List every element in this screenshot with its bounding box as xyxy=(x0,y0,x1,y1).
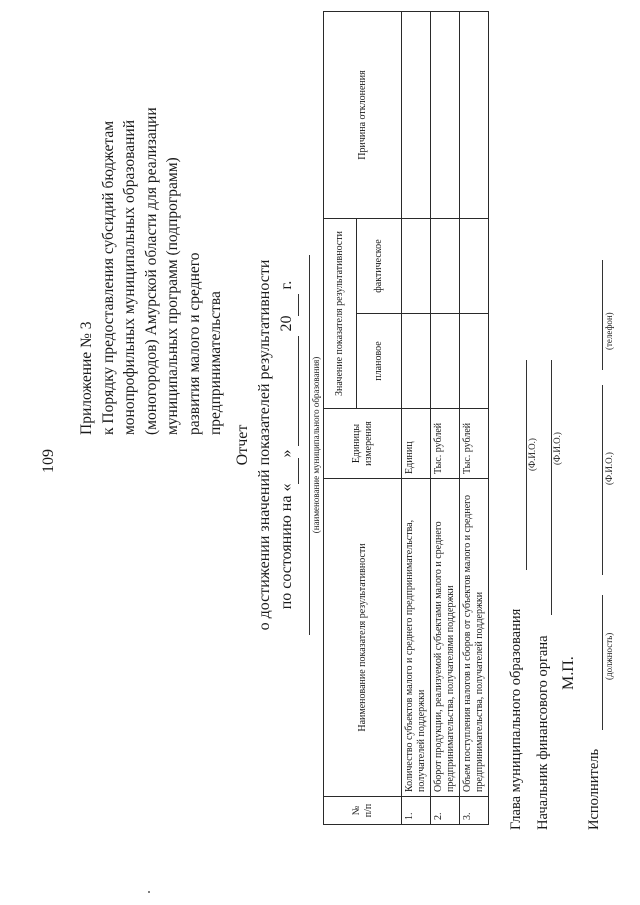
row-reason xyxy=(460,11,489,218)
table-header-row xyxy=(324,11,357,824)
col-value-group-header: Значение показателя результативности xyxy=(324,218,357,408)
report-title-block xyxy=(232,225,322,665)
row-reason xyxy=(431,11,460,218)
finance-signature-line xyxy=(551,360,552,615)
phone-caption: (телефон) xyxy=(604,312,614,350)
appendix-line: Приложение № 3 xyxy=(78,321,95,435)
row-reason xyxy=(402,11,431,218)
col-num-header: № п/п xyxy=(324,797,402,825)
report-title: Отчет xyxy=(234,424,251,466)
row-unit: Единиц xyxy=(402,409,431,479)
report-subtitle: о достижении значений показателей результативности xyxy=(256,259,273,631)
municipality-caption: (наименование муниципального образования) xyxy=(311,356,321,534)
results-table xyxy=(323,11,489,825)
col-planned-header: плановое xyxy=(357,314,402,409)
row-name: Количество субъектов малого и среднего предпринимательства, получателей поддержки xyxy=(402,479,431,797)
finance-signature-label: Начальник финансового органа xyxy=(535,635,551,830)
as-of-suffix: г. xyxy=(278,280,295,290)
row-actual xyxy=(431,218,460,313)
table-row xyxy=(431,11,460,824)
row-num: 2. xyxy=(431,797,460,825)
col-actual-header: фактическое xyxy=(357,218,402,313)
row-planned xyxy=(402,314,431,409)
table-row xyxy=(402,11,431,824)
page-number: 109 xyxy=(40,449,57,473)
executor-position-line xyxy=(602,595,603,730)
as-of-prefix: по состоянию на « xyxy=(278,483,295,610)
col-reason-header: Причина отклонения xyxy=(324,11,402,218)
row-unit: Тыс. рублей xyxy=(431,409,460,479)
report-as-of xyxy=(276,225,299,665)
executor-fio-caption: (Ф.И.О.) xyxy=(604,452,614,485)
row-planned xyxy=(431,314,460,409)
executor-label: Исполнитель xyxy=(586,748,602,830)
row-planned xyxy=(460,314,489,409)
appendix-line: муниципальных программ (подпрограмм) xyxy=(164,157,181,435)
day-blank xyxy=(276,458,299,484)
finance-fio-caption: (Ф.И.О.) xyxy=(552,432,562,465)
appendix-line: к Порядку предоставления субсидий бюджетам xyxy=(99,120,117,435)
executor-fio-line xyxy=(602,385,603,575)
appendix-line: предпринимательства xyxy=(207,291,224,435)
appendix-line: развития малого и среднего xyxy=(185,252,203,435)
month-blank xyxy=(276,336,299,446)
row-num: 1. xyxy=(402,797,431,825)
col-unit-header: Единицы измерения xyxy=(324,409,402,479)
table-row xyxy=(460,11,489,824)
stamp-placeholder: М.П. xyxy=(560,656,577,690)
row-actual xyxy=(460,218,489,313)
appendix-header xyxy=(76,15,227,435)
municipality-field xyxy=(305,225,322,665)
scan-artifact xyxy=(148,891,150,893)
appendix-line: монопрофильных муниципальных образований xyxy=(121,120,138,435)
executor-phone-line xyxy=(602,260,603,370)
position-caption: (должность) xyxy=(604,632,614,680)
as-of-year: 20 xyxy=(278,315,295,332)
col-name-header: Наименование показателя результативности xyxy=(324,479,402,797)
head-signature-label: Глава муниципального образования xyxy=(508,608,524,830)
as-of-mid: » xyxy=(278,449,295,458)
appendix-line: (моногородов) Амурской области для реализации xyxy=(142,107,160,435)
row-name: Оборот продукции, реализуемой субъектами малого и среднего предпринимательства, получателями поддержки xyxy=(431,479,460,797)
row-unit: Тыс. рублей xyxy=(460,409,489,479)
row-actual xyxy=(402,218,431,313)
year-blank xyxy=(276,294,299,316)
row-num: 3. xyxy=(460,797,489,825)
row-name: Объем поступления налогов и сборов от субъектов малого и среднего предпринимательства, получателей поддержки xyxy=(460,479,489,797)
head-fio-caption: (Ф.И.О.) xyxy=(527,438,537,471)
